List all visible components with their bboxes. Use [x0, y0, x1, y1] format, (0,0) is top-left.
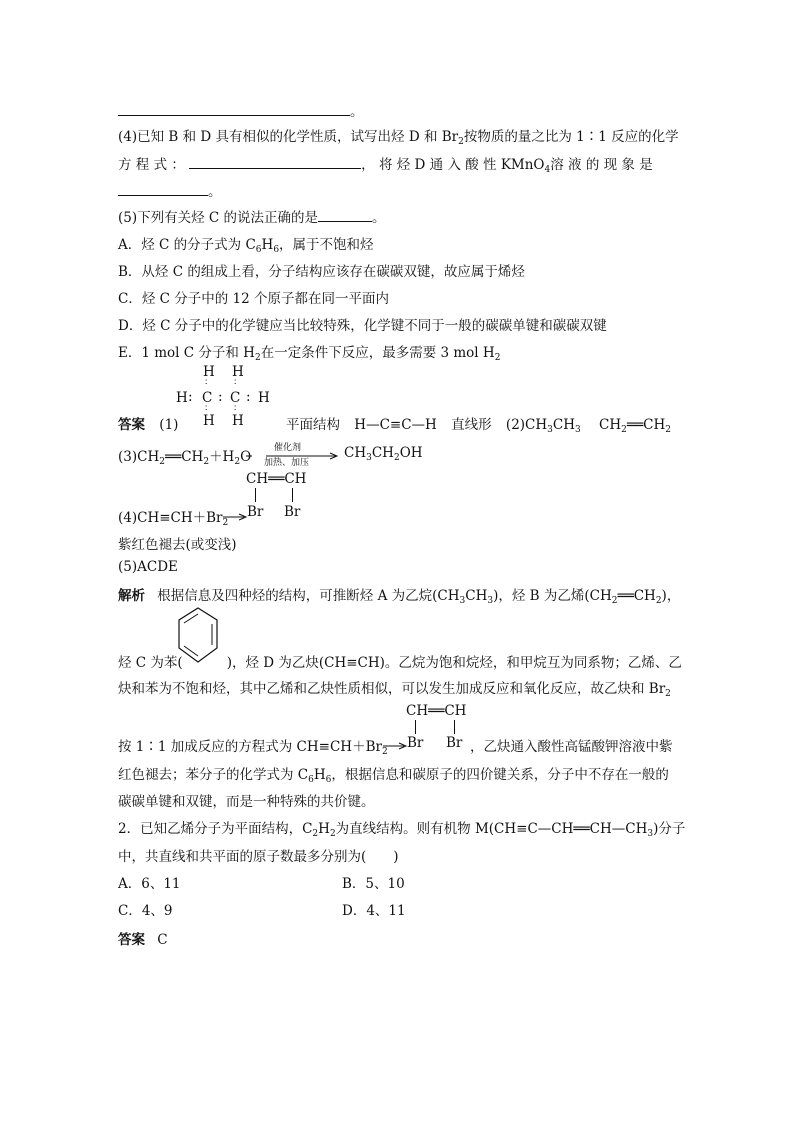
answer-ethylene [599, 417, 671, 433]
sub: 6 [255, 245, 262, 255]
arrow-analysis [382, 739, 408, 755]
sub: 2 [381, 747, 388, 757]
q2-option-c: C．4、9 [118, 903, 173, 919]
sub: 3 [575, 425, 581, 435]
text: 根据信息及四种烃的结构，可推断烃 A 为乙烷(CH [157, 588, 460, 604]
atom-c-2: C [230, 390, 241, 406]
text: ，根据信息和碳原子的四价键关系，分子中不存在一般的 [331, 767, 669, 783]
text: ══CH [617, 588, 656, 604]
option-text: 在一定条件下反应，最多需要 3 mol H [260, 345, 495, 361]
text: OH [399, 445, 423, 461]
arrow-icon [222, 512, 248, 522]
text: )，烃 B 为乙烯(CH [493, 588, 612, 604]
analysis-line-3 [118, 677, 671, 697]
analysis-line-4 [118, 735, 388, 755]
period: 。 [208, 184, 222, 200]
bromine-right-inline: Br [446, 735, 463, 751]
sub: 6 [308, 775, 314, 785]
text: (2)CH [505, 417, 548, 433]
text: (3)CH [118, 449, 160, 465]
answer-part-5: (5)ACDE [118, 559, 178, 575]
fill-blank [118, 183, 208, 196]
text: H [318, 821, 330, 837]
sub: 2 [312, 829, 319, 839]
option-b: B．从烃 C 的组成上看，分子结构应该存在碳碳双键，故应属于烯烃 [118, 264, 525, 280]
sub: 3 [647, 829, 654, 839]
dots-bottom-1: ∶ [205, 404, 208, 414]
answer-part-3-product [344, 445, 423, 461]
option-text: E．1 mol C 分子和 H [118, 345, 255, 361]
q2-answer [118, 928, 168, 948]
q4-line1 [118, 125, 679, 145]
q4-text-b3: 溶 液 的 现 象 是 [550, 157, 653, 173]
sub: 2 [458, 137, 464, 147]
bond-line-right-inline [454, 720, 455, 734]
atom-h-bottom-2: H [232, 413, 244, 429]
answer-part-1: (1) [159, 417, 179, 433]
sub: 2 [665, 689, 671, 699]
text: ══CH [626, 417, 666, 433]
sub: 2 [159, 457, 165, 467]
q4-line3 [118, 180, 222, 200]
colon-mid: : [218, 389, 223, 405]
answer-linear: 直线形 [451, 417, 492, 433]
q5-text: (5)下列有关烃 C 的说法正确的是 [118, 210, 319, 226]
text: CH [344, 445, 367, 461]
option-text: ，属于不饱和烃 [279, 237, 374, 253]
q5-stem [118, 206, 386, 226]
option-text: A．烃 C 的分子式为 C [118, 237, 256, 253]
sub: 2 [234, 457, 241, 467]
text: (4)CH≡CH＋Br [118, 510, 223, 526]
option-c: C．烃 C 分子中的 12 个原子都在同一平面内 [118, 291, 390, 307]
text: CH [371, 445, 394, 461]
q2-option-b: B．5、10 [342, 876, 405, 892]
answer-value: C [157, 932, 168, 948]
sub: 2 [621, 425, 627, 435]
text: 炔和苯为不饱和烃，其中乙烯和乙炔性质相似，可以发生加成反应和氧化反应，故乙炔和 Br [118, 681, 666, 697]
q2-stem-line1 [118, 817, 685, 837]
answer-line-1-rest [286, 413, 671, 433]
bromine-left-inline: Br [407, 735, 424, 751]
text: 按 1∶1 加成反应的方程式为 CH≡CH＋Br [118, 739, 382, 755]
text: 烃 C 为苯( [118, 655, 183, 671]
option-e [118, 341, 500, 361]
q2-option-a: A．6、11 [118, 876, 181, 892]
atom-h-bottom-1: H [203, 413, 215, 429]
atom-h-top-1: H [203, 364, 215, 380]
text: )分子 [653, 821, 686, 837]
text: )， [661, 588, 681, 604]
answer-part-4 [118, 506, 228, 526]
sub: 2 [665, 425, 671, 435]
answer-planar: 平面结构 [286, 417, 340, 433]
bromine-right: Br [284, 504, 301, 520]
sub: 6 [325, 775, 332, 785]
q4-line2 [118, 153, 653, 173]
condition-heat-pressure: 加热、加压 [264, 458, 310, 468]
text: 红色褪去；苯分子的化学式为 C [118, 767, 309, 783]
atom-h-right: H [258, 390, 270, 406]
sub: 2 [655, 596, 662, 606]
answer-part-2 [506, 417, 581, 433]
option-text: H [261, 237, 274, 253]
sub: 3 [366, 453, 372, 463]
sub: 2 [393, 453, 400, 463]
q4-text-b1: 方 程 式 ： [118, 157, 185, 173]
answer-part-3 [118, 445, 251, 465]
atom-h-left: H [176, 390, 188, 406]
answer-color-change: 紫红色褪去(或变浅) [118, 537, 237, 553]
q2-stem-line2: 中，共直线和共平面的原子数最多分别为( ) [118, 849, 399, 865]
fill-blank [318, 209, 372, 222]
dots-top-2: ∶ [234, 378, 237, 388]
option-a [118, 233, 374, 253]
option-d: D．烃 C 分子中的化学键应当比较特殊，化学键不同于一般的碳碳单键和碳碳双键 [118, 318, 607, 334]
bromine-left: Br [247, 504, 264, 520]
condition-catalyst: 催化剂 [274, 443, 302, 453]
answer-acetylene: H—C≡C—H [354, 417, 437, 433]
colon-right: : [246, 389, 251, 405]
analysis-line-4-rest: ，乙炔通入酸性高锰酸钾溶液中紫 [470, 739, 673, 755]
sub: 2 [254, 353, 261, 363]
dots-bottom-2: ∶ [234, 404, 237, 414]
q2-option-d: D．4、11 [342, 903, 406, 919]
analysis-line-5 [118, 763, 669, 783]
sub: 2 [222, 518, 229, 528]
q4-text-a2: 按物质的量之比为 1∶1 反应的化学 [463, 129, 679, 145]
text: 2．已知乙烯分子为平面结构，C [118, 821, 313, 837]
sub: 6 [273, 245, 280, 255]
q4-text-b2: ， 将 烃 D 通 入 酸 性 KMnO [361, 157, 545, 173]
text: ══CH [164, 449, 204, 465]
analysis-line-6: 碳碳单键和双键，而是一种特殊的共价键。 [118, 794, 375, 810]
sub: 3 [487, 596, 494, 606]
period: 。 [350, 104, 364, 120]
fill-blank [189, 156, 361, 169]
dibromo-top: CH══CH [246, 471, 307, 487]
analysis-label: 解析 [118, 588, 145, 604]
arrow-4 [222, 510, 248, 526]
sub: 2 [611, 596, 618, 606]
colon-left: : [188, 389, 193, 405]
answer-label: 答案 [118, 932, 145, 948]
text: O [240, 449, 252, 465]
answer-label: 答案 [118, 417, 145, 433]
text: H [313, 767, 326, 783]
analysis-line-1 [118, 584, 680, 604]
atom-h-top-2: H [232, 364, 244, 380]
q4-text-a: (4)已知 B 和 D 具有相似的化学性质，试写出烃 D 和 Br [118, 129, 459, 145]
text: ＋H [209, 449, 235, 465]
text: CH [465, 588, 488, 604]
bond-line-left-inline [415, 720, 416, 734]
text: )，烃 D 为乙炔(CH≡CH)。乙烷为饱和烷烃，和甲烷互为同系物；乙烯、乙 [226, 655, 682, 671]
text: 为直线结构。则有机物 M(CH≡C—CH══CH—CH [335, 821, 648, 837]
sub: 3 [547, 425, 553, 435]
sub: 2 [329, 829, 336, 839]
text: CH [552, 417, 575, 433]
sub: 3 [459, 596, 466, 606]
arrow-icon [382, 741, 408, 751]
text: CH [599, 417, 622, 433]
bond-line-right [292, 488, 293, 502]
sub: 2 [203, 457, 210, 467]
sub: 4 [544, 165, 551, 175]
bond-line-left [255, 488, 256, 502]
dibromo-top-inline: CH══CH [406, 703, 467, 719]
dots-top-1: ∶ [205, 378, 208, 388]
answer-blank-line [118, 100, 364, 120]
period: 。 [372, 210, 386, 226]
fill-blank [118, 103, 350, 116]
atom-c-1: C [202, 390, 213, 406]
answer-line-1 [118, 413, 178, 433]
sub: 2 [494, 353, 501, 363]
analysis-line-2 [118, 651, 682, 671]
